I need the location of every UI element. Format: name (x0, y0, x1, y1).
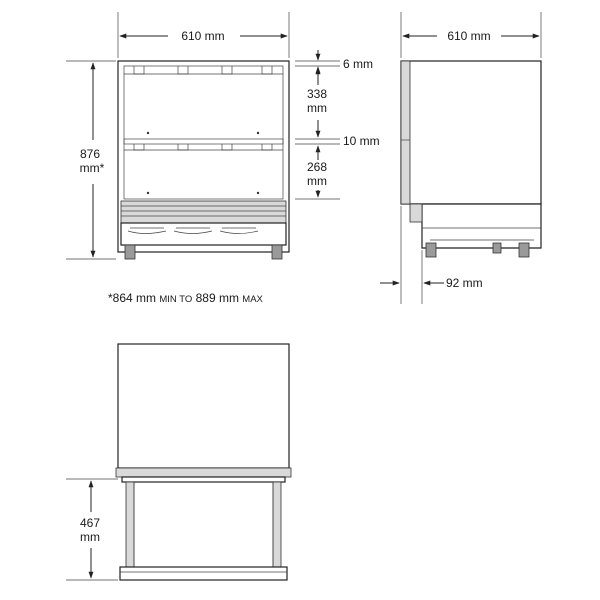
mid-gap-label: 10 mm (343, 134, 380, 148)
front-view (66, 12, 380, 259)
lower-drawer-height-number: 268 (306, 160, 328, 174)
side-door-panel (401, 61, 410, 204)
open-drawer-height-unit: mm (80, 530, 100, 544)
footnote-max: MAX (242, 294, 263, 305)
open-drawer-view (66, 344, 291, 580)
side-depth-label: 610 mm (447, 29, 491, 43)
footnote-min: MIN TO (159, 294, 193, 305)
top-gap-label: 6 mm (343, 57, 373, 71)
door-offset-label: 92 mm (446, 276, 483, 290)
height-range-footnote (108, 291, 264, 305)
upper-drawer-height-number: 338 (306, 87, 328, 101)
front-right-foot (272, 245, 282, 259)
front-width-label: 610 mm (181, 29, 225, 43)
footnote-middle: 889 mm (192, 291, 243, 305)
cabinet-top-outline (118, 344, 289, 468)
footnote-prefix: *864 mm (108, 291, 160, 305)
open-drawer-height-number: 467 (79, 516, 101, 530)
upper-drawer-height-unit: mm (307, 101, 327, 115)
front-grille (121, 201, 286, 223)
side-cabinet-outline (401, 61, 541, 204)
lower-drawer-height-unit: mm (307, 174, 327, 188)
side-view (380, 12, 541, 304)
front-height-label-unit: mm* (79, 161, 105, 175)
drawer-front (116, 468, 291, 477)
front-left-foot (125, 245, 135, 259)
drawer-base (120, 567, 287, 580)
front-height-label-number: 876 (79, 147, 101, 161)
